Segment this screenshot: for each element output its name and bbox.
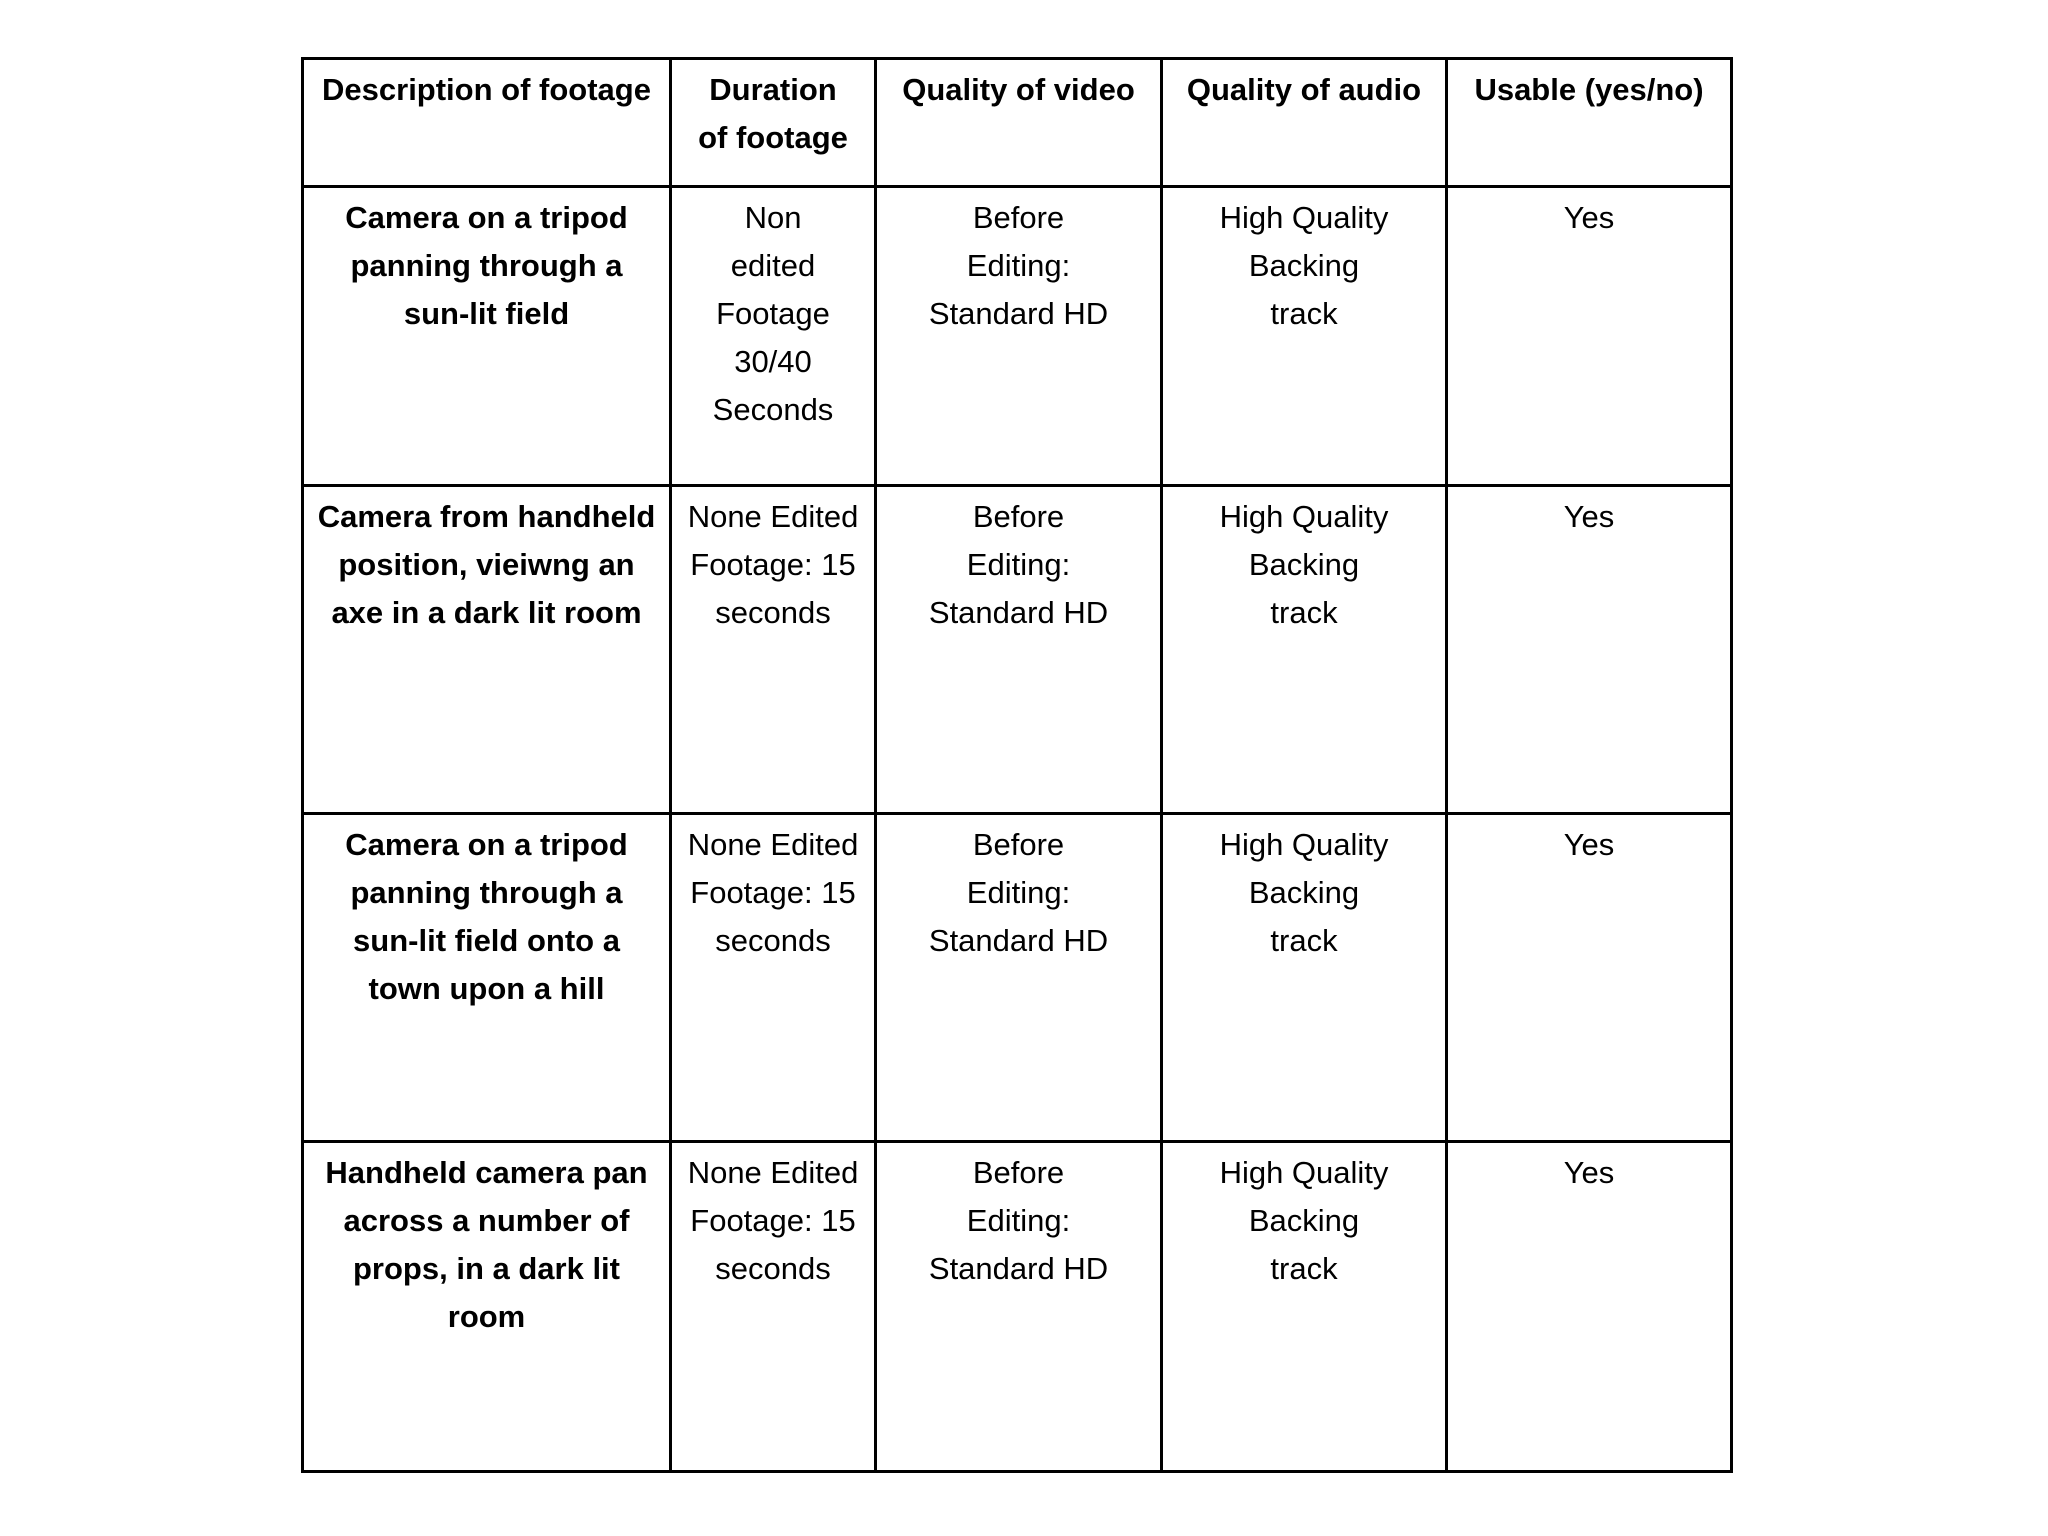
table-row	[303, 486, 1732, 814]
table-row	[303, 187, 1732, 486]
cell-usable: Yes	[1447, 814, 1732, 1142]
cell-description: Camera on a tripod panning through a sun-lit field	[303, 187, 671, 486]
table-row	[303, 814, 1732, 1142]
cell-duration: None Edited Footage: 15 seconds	[671, 814, 876, 1142]
header-duration: Duration of footage	[671, 59, 876, 187]
cell-video-quality: Before Editing: Standard HD	[876, 814, 1162, 1142]
cell-usable: Yes	[1447, 187, 1732, 486]
table-header	[303, 59, 1732, 187]
cell-video-quality: Before Editing: Standard HD	[876, 187, 1162, 486]
cell-video-quality: Before Editing: Standard HD	[876, 1142, 1162, 1472]
cell-video-quality: Before Editing: Standard HD	[876, 486, 1162, 814]
table-row	[303, 1142, 1732, 1472]
cell-duration: None Edited Footage: 15 seconds	[671, 486, 876, 814]
cell-audio-quality: High Quality Backing track	[1162, 486, 1447, 814]
cell-description: Camera from handheld position, vieiwng an axe in a dark lit room	[303, 486, 671, 814]
header-audio-quality: Quality of audio	[1162, 59, 1447, 187]
header-description: Description of footage	[303, 59, 671, 187]
cell-description: Handheld camera pan across a number of props, in a dark lit room	[303, 1142, 671, 1472]
cell-usable: Yes	[1447, 486, 1732, 814]
header-row	[303, 59, 1732, 187]
cell-duration: None Edited Footage: 15 seconds	[671, 1142, 876, 1472]
cell-duration: Non edited Footage 30/40 Seconds	[671, 187, 876, 486]
table-body	[303, 187, 1732, 1472]
cell-usable: Yes	[1447, 1142, 1732, 1472]
cell-audio-quality: High Quality Backing track	[1162, 1142, 1447, 1472]
header-video-quality: Quality of video	[876, 59, 1162, 187]
header-usable: Usable (yes/no)	[1447, 59, 1732, 187]
footage-log-table	[301, 57, 1733, 1473]
cell-audio-quality: High Quality Backing track	[1162, 187, 1447, 486]
cell-description: Camera on a tripod panning through a sun-lit field onto a town upon a hill	[303, 814, 671, 1142]
cell-audio-quality: High Quality Backing track	[1162, 814, 1447, 1142]
